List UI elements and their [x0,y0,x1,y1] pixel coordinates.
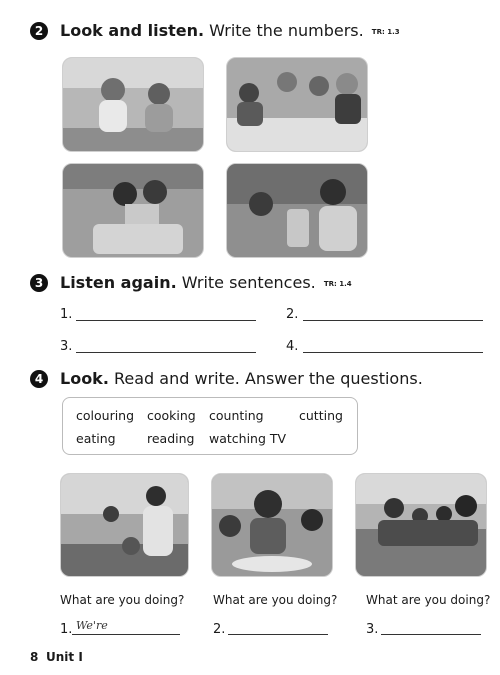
answer-2-label: 2. [213,622,226,637]
exercise-3-title-bold: Listen again. [60,273,177,292]
sentence-2-line[interactable] [303,320,483,321]
photo-girl-woman-jar [226,163,368,258]
photo-girl-boy-cutting [62,57,204,152]
exercise-4-heading [60,369,423,388]
exercise-number-4: 4 [30,370,48,388]
answer-1-example: We're [76,619,108,632]
photo-illustration [356,474,486,576]
photo-family-eating [211,473,333,577]
answer-1-line[interactable] [72,634,180,635]
answer-3-line[interactable] [381,634,481,635]
page-number: 8 [30,650,39,664]
photo-illustration [63,164,203,257]
sentence-4-label: 4. [286,339,299,354]
word-item: cooking [147,408,196,423]
exercise-4-title-rest: Read and write. Answer the questions. [114,369,423,388]
exercise-number-2: 2 [30,22,48,40]
word-box [62,397,358,455]
word-item: eating [76,431,116,446]
track-number: TR: 1.3 [371,28,400,36]
answer-3-label: 3. [366,622,379,637]
photo-illustration [61,474,188,576]
sentence-1-label: 1. [60,307,73,322]
photo-illustration [227,58,367,151]
sentence-1-line[interactable] [76,320,256,321]
exercise-2-title-rest: Write the numbers. [209,21,364,40]
answer-2-line[interactable] [228,634,328,635]
exercise-2-title-bold: Look and listen. [60,21,205,40]
word-item: counting [209,408,264,423]
exercise-4-title-bold: Look. [60,369,109,388]
word-item: cutting [299,408,343,423]
question-2: What are you doing? [213,593,338,607]
photo-illustration [63,58,203,151]
unit-label: Unit I [46,650,83,664]
word-item: colouring [76,408,135,423]
exercise-2-heading [60,21,400,40]
word-item: watching TV [209,431,287,446]
sentence-2-label: 2. [286,307,299,322]
word-item: reading [147,431,195,446]
photo-group-drawing [226,57,368,152]
sentence-3-label: 3. [60,339,73,354]
question-3: What are you doing? [366,593,491,607]
question-1: What are you doing? [60,593,185,607]
exercise-3-title-rest: Write sentences. [181,273,316,292]
exercise-number-3: 3 [30,274,48,292]
track-number: TR: 1.4 [323,280,352,288]
answer-1-label: 1. [60,622,73,637]
sentence-3-line[interactable] [76,352,256,353]
exercise-3-heading [60,273,352,292]
photo-illustration [212,474,332,576]
sentence-4-line[interactable] [303,352,483,353]
photo-illustration [227,164,367,257]
photo-family-watching-tv [355,473,487,577]
photo-children-reading [62,163,204,258]
photo-family-cooking [60,473,189,577]
